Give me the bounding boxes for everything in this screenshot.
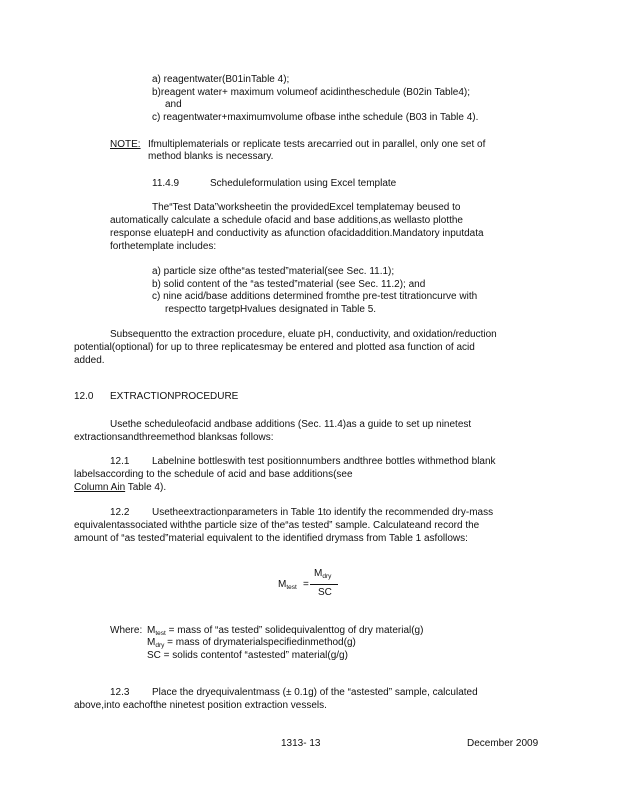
blank-item-c: c) reagentwater+maximumvolume ofbase inthe schedule (B03 in Table 4). [152,112,479,123]
section-title-12-0: EXTRACTIONPROCEDURE [110,391,239,402]
input-item-c-cont: respectto targetpHvalues designated in Table 5. [165,304,377,315]
paragraph-line: Usethe scheduleofacid andbase additions (Sec. 11.4)as a guide to set up ninetest [110,419,472,430]
blank-item-b-cont: and [165,99,182,110]
paragraph-line: labelsaccording to the schedule of acid and base additions(see [74,469,353,480]
equation-lhs: $M_{test}$ [278,579,297,591]
paragraph-line: automatically calculate a schedule ofacid and base additions,as wellasto plotthe [110,215,463,226]
paragraph-line: above,into eachofthe ninetest position extraction vessels. [74,700,327,711]
equation-equals: = [303,579,309,590]
input-item-a: a) particle size ofthe“as tested”material(see Sec. 11.1); [152,266,395,277]
paragraph-line: Place the dryequivalentmass (± 0.1g) of the “astested” sample, calculated [152,687,478,698]
section-number-12-3: 12.3 [110,687,130,698]
footer-date: December 2009 [467,738,539,749]
column-a-rest: Table 4). [125,482,167,493]
blank-item-b: b)reagent water+ maximum volumeof acidintheschedule (B02in Table4); [152,87,471,98]
page-number: 1313- 13 [281,738,321,749]
where-label: Where: [110,625,143,636]
section-number-12-0: 12.0 [74,391,94,402]
section-number-12-1: 12.1 [110,456,130,467]
paragraph-line: amount of “as tested”material equivalent to the identified drymass from Table 1 asfollows: [74,533,468,544]
section-number-12-2: 12.2 [110,507,130,518]
paragraph-line: response eluatepH and conductivity as afunction ofacidaddition.Mandatory inputdata [110,228,484,239]
column-a-line [74,481,166,494]
paragraph-line: equivalentassociated withthe particle size of the“as tested” sample. Calculateand record the [74,520,480,531]
input-item-b: b) solid content of the “as tested”material (see Sec. 11.2); and [152,279,426,290]
note-label: NOTE: [110,139,141,150]
blank-item-a: a) reagentwater(B01inTable 4); [152,74,290,85]
equation-denominator: SC [318,587,332,598]
paragraph-line: potential(optional) for up to three replicatesmay be entered and plotted asa function of acid [74,342,475,353]
section-number-11-4-9: 11.4.9 [152,178,180,189]
paragraph-line: Labelnine bottleswith test positionnumbers andthree bottles withmethod blank [152,456,496,467]
note-text-line2: method blanks is necessary. [148,151,274,162]
input-item-c: c) nine acid/base additions determined fromthe pre-test titrationcurve with [152,291,478,302]
where-sc: SC = solids contentof “astested” material(g/g) [147,650,348,661]
paragraph-line: Subsequentto the extraction procedure, eluate pH, conductivity, and oxidation/reduction [110,329,497,340]
where-m-dry: $M_{dry}$ = mass of drymaterialspecifiedinmethod(g) [147,637,356,649]
section-title-11-4-9: Scheduleformulation using Excel template [210,178,397,189]
mass-equation [270,566,350,602]
paragraph-line: Usetheextractionparameters in Table 1to identify the recommended dry-mass [152,507,494,518]
where-m-test: $M_{test}$ = mass of “as tested” solidequivalenttog of dry material(g) [147,625,424,637]
paragraph-line: The“Test Data”worksheetin the providedExcel templatemay beused to [152,202,461,213]
note-text-line1: Ifmultiplematerials or replicate tests arecarried out in parallel, only one set of [148,139,486,150]
column-a-link[interactable]: Column Ain [74,482,126,493]
paragraph-line: forthetemplate includes: [110,241,217,252]
paragraph-line: extractionsandthreemethod blanksas follows: [74,432,274,443]
equation-numerator: $M_{dry}$ [314,568,332,580]
fraction-bar [310,584,338,585]
paragraph-line: added. [74,355,105,366]
